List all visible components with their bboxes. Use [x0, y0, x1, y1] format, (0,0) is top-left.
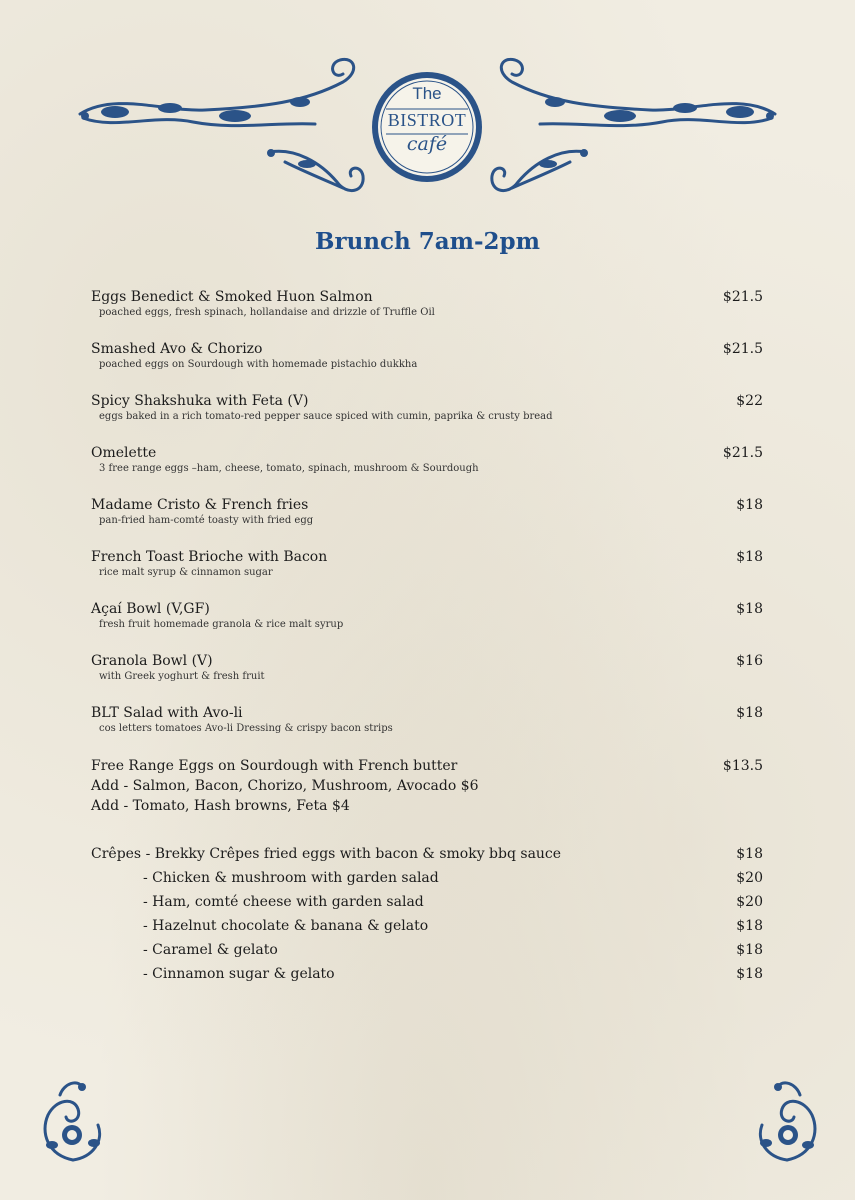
menu-item	[91, 704, 763, 736]
menu-title: Brunch 7am-2pm	[315, 228, 540, 255]
shell-ornament-bottom-right	[752, 1075, 822, 1165]
crepe-item-price: $18	[736, 846, 763, 862]
menu-item-price: $21.5	[722, 341, 763, 357]
menu-item-description: rice malt syrup & cinnamon sugar	[99, 567, 273, 578]
crepe-item	[91, 916, 763, 940]
menu-item-name: Madame Cristo & French fries	[91, 497, 309, 513]
menu-item-name: Granola Bowl (V)	[91, 653, 213, 669]
menu-item-description: fresh fruit homemade granola & rice malt syrup	[99, 619, 344, 630]
menu-item-description: pan-fried ham-comté toasty with fried egg	[99, 515, 314, 526]
crepe-item	[91, 844, 763, 868]
menu-item-price: $13.5	[722, 758, 763, 774]
menu-item-price: $21.5	[722, 289, 763, 305]
menu-item-price: $18	[736, 497, 763, 513]
menu-item	[91, 444, 763, 476]
menu-item	[91, 496, 763, 528]
add-on-line: Add - Salmon, Bacon, Chorizo, Mushroom, Avocado $6	[91, 778, 479, 794]
crepe-item-price: $18	[736, 942, 763, 958]
crepe-item	[91, 940, 763, 964]
add-on-line: Add - Tomato, Hash browns, Feta $4	[91, 798, 350, 814]
menu-item-free-range-eggs	[91, 756, 763, 816]
menu-item-description: with Greek yoghurt & fresh fruit	[99, 671, 265, 682]
crepe-item-price: $20	[736, 894, 763, 910]
menu-item-name: Omelette	[91, 445, 157, 461]
crepe-item	[91, 868, 763, 892]
crepe-item-name: Crêpes - Brekky Crêpes fried eggs with bacon & smoky bbq sauce	[91, 846, 562, 862]
menu-item-description: eggs baked in a rich tomato-red pepper sauce spiced with cumin, paprika & crusty bread	[99, 411, 553, 422]
crepe-item-name: - Ham, comté cheese with garden salad	[143, 894, 424, 910]
menu-item-name: French Toast Brioche with Bacon	[91, 549, 328, 565]
menu-item-name: BLT Salad with Avo-li	[91, 705, 243, 721]
crepe-item-price: $20	[736, 870, 763, 886]
logo-name-text: BISTROT	[387, 110, 467, 130]
crepe-item-price: $18	[736, 966, 763, 982]
shell-ornament-bottom-left	[38, 1075, 108, 1165]
menu-item-description: cos letters tomatoes Avo-li Dressing & crispy bacon strips	[99, 723, 393, 734]
crepe-item	[91, 892, 763, 916]
crepe-item-name: - Chicken & mushroom with garden salad	[143, 870, 439, 886]
crepe-item-name: - Caramel & gelato	[143, 942, 278, 958]
menu-item	[91, 548, 763, 580]
menu-item	[91, 392, 763, 424]
menu-item-description: 3 free range eggs –ham, cheese, tomato, spinach, mushroom & Sourdough	[99, 463, 479, 474]
menu-item-price: $18	[736, 705, 763, 721]
menu-item-name: Eggs Benedict & Smoked Huon Salmon	[91, 289, 373, 305]
menu-item-name: Spicy Shakshuka with Feta (V)	[91, 393, 309, 409]
scroll-ornament-top-right	[485, 52, 780, 202]
menu-item-name: Free Range Eggs on Sourdough with French butter	[91, 758, 458, 774]
menu-item-description: poached eggs, fresh spinach, hollandaise and drizzle of Truffle Oil	[99, 307, 435, 318]
menu-item-price: $16	[736, 653, 763, 669]
crepe-item-price: $18	[736, 918, 763, 934]
menu-item-price: $21.5	[722, 445, 763, 461]
crepe-item-name: - Hazelnut chocolate & banana & gelato	[143, 918, 429, 934]
menu-item	[91, 288, 763, 320]
crepe-item	[91, 964, 763, 988]
crepes-list	[91, 844, 763, 988]
logo-cafe-text: café	[406, 133, 448, 155]
menu-item-name: Smashed Avo & Chorizo	[91, 341, 263, 357]
menu-item	[91, 340, 763, 372]
menu-item-price: $18	[736, 601, 763, 617]
logo-the-text: The	[412, 84, 442, 103]
bistrot-cafe-logo	[370, 70, 484, 184]
menu-item	[91, 652, 763, 684]
menu-item-price: $18	[736, 549, 763, 565]
menu-item-name: Açaí Bowl (V,GF)	[91, 601, 210, 617]
scroll-ornament-top-left	[75, 52, 370, 202]
menu-item-price: $22	[736, 393, 763, 409]
crepe-item-name: - Cinnamon sugar & gelato	[143, 966, 335, 982]
menu-item-description: poached eggs on Sourdough with homemade pistachio dukkha	[99, 359, 418, 370]
menu-item	[91, 600, 763, 632]
